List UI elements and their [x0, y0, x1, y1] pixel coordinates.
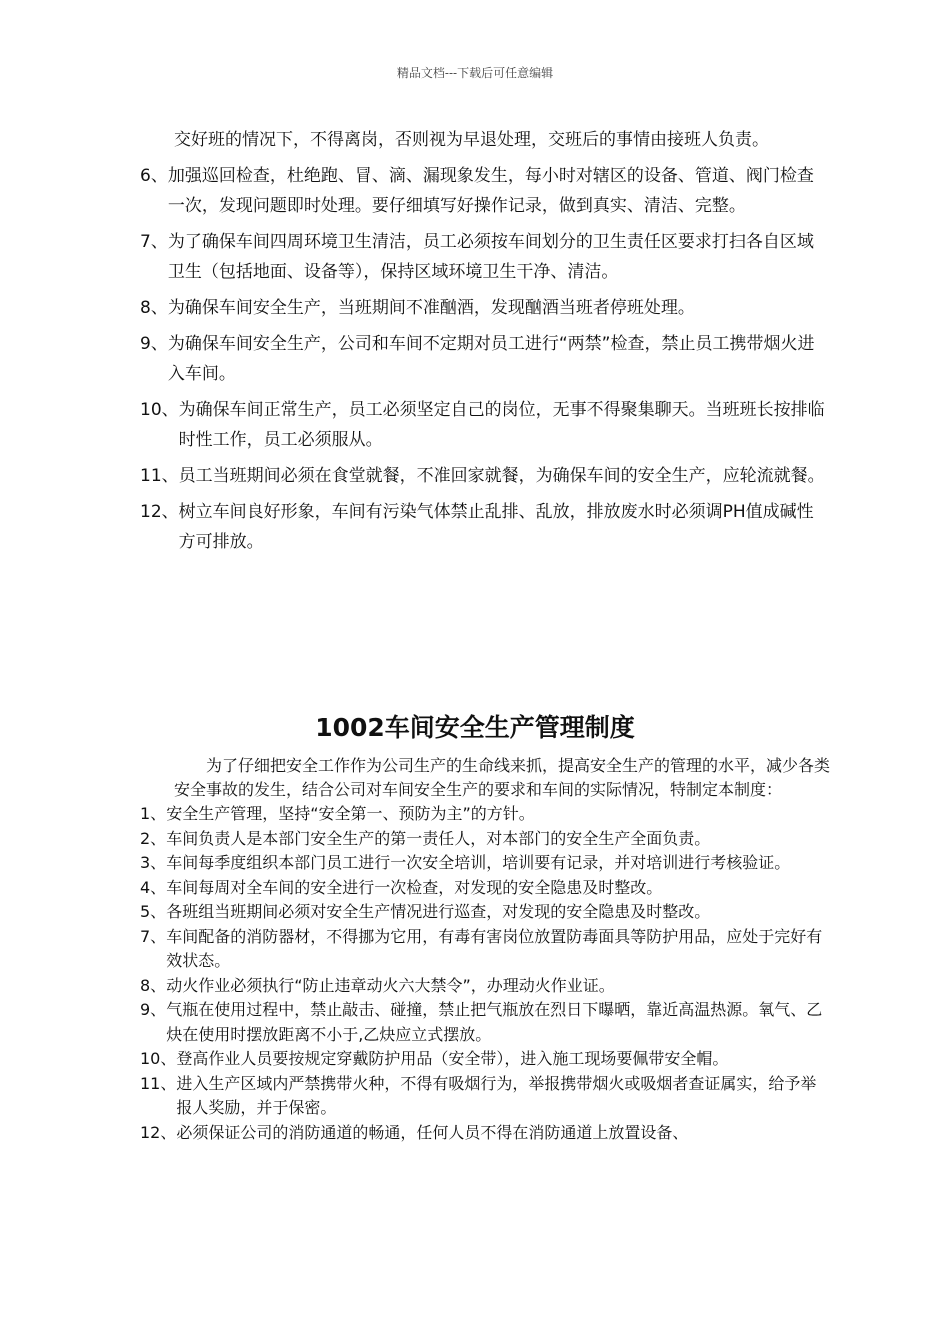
list-item	[140, 827, 830, 852]
list-item	[140, 329, 830, 389]
item-number: 11、	[140, 1073, 177, 1093]
list-item	[140, 1072, 830, 1121]
list-item	[140, 227, 830, 287]
item-number: 9、	[140, 1000, 167, 1019]
list-item	[140, 395, 830, 455]
item-number: 12、	[140, 502, 179, 522]
list-item	[140, 161, 830, 221]
list-item	[140, 461, 830, 491]
item-text: 加强巡回检查，杜绝跑、冒、滴、漏现象发生，每小时对辖区的设备、管道、阀门检查一次，发现问题即时处理。要仔细填写好操作记录，做到真实、清洁、完整。	[167, 166, 814, 216]
item-text: 为了确保车间四周环境卫生清洁，员工必须按车间划分的卫生责任区要求打扫各自区域卫生（包括地面、设备等），保持区域环境卫生干净、清洁。	[167, 232, 814, 282]
rules-section-2	[140, 754, 830, 1145]
item-text: 车间每季度组织本部门员工进行一次安全培训，培训要有记录，并对培训进行考核验证。	[166, 853, 791, 872]
item-number: 9、	[140, 334, 168, 354]
item-text: 安全生产管理，坚持“安全第一、预防为主”的方针。	[166, 804, 535, 823]
item-text: 为确保车间安全生产，当班期间不准酗酒，发现酗酒当班者停班处理。	[167, 298, 695, 318]
item-text: 进入生产区域内严禁携带火种，不得有吸烟行为，举报携带烟火或吸烟者查证属实，给予举报人奖励，并于保密。	[176, 1073, 817, 1117]
item-number: 4、	[140, 877, 167, 897]
item-number: 5、	[140, 902, 167, 921]
item-number: 8、	[140, 975, 167, 995]
item-number: 10、	[140, 400, 179, 420]
item-text: 车间负责人是本部门安全生产的第一责任人，对本部门的安全生产全面负责。	[166, 828, 711, 848]
item-number: 3、	[140, 853, 167, 872]
item-text: 各班组当班期间必须对安全生产情况进行巡查，对发现的安全隐患及时整改。	[166, 902, 711, 921]
item-text: 气瓶在使用过程中，禁止敲击、碰撞，禁止把气瓶放在烈日下曝晒，靠近高温热源。氧气、乙炔在使用时摆放距离不小于,乙炔应立式摆放。	[166, 1000, 823, 1044]
section-title: 1002车间安全生产管理制度	[315, 713, 635, 742]
item-text: 登高作业人员要按规定穿戴防护用品（安全带），进入施工现场要佩带安全帽。	[176, 1049, 729, 1068]
item-text: 车间每周对全车间的安全进行一次检查，对发现的安全隐患及时整改。	[166, 877, 663, 897]
list-item	[140, 1121, 830, 1146]
list-item	[140, 497, 830, 557]
item-number: 6、	[140, 166, 168, 186]
item-number: 8、	[140, 298, 168, 318]
list-item	[140, 1047, 830, 1072]
list-item	[140, 900, 830, 925]
item-text: 员工当班期间必须在食堂就餐，不准回家就餐，为确保车间的安全生产，应轮流就餐。	[178, 466, 825, 486]
item-number: 7、	[140, 926, 167, 946]
item-number: 10、	[140, 1049, 177, 1068]
item-text: 为确保车间安全生产，公司和车间不定期对员工进行“两禁”检查，禁止员工携带烟火进入车间。	[167, 334, 815, 384]
page-header: 精品文档---下载后可任意编辑	[396, 66, 554, 80]
item-text: 车间配备的消防器材，不得挪为它用，有毒有害岗位放置防毒面具等防护用品，应处于完好有效状态。	[166, 926, 823, 970]
item-number: 7、	[140, 232, 168, 252]
item-text: 必须保证公司的消防通道的畅通，任何人员不得在消防通道上放置设备、	[176, 1122, 689, 1142]
list-item	[140, 876, 830, 901]
list-item	[140, 293, 830, 323]
item-number: 2、	[140, 828, 167, 848]
intro-paragraph: 为了仔细把安全工作作为公司生产的生命线来抓，提高安全生产的管理的水平，减少各类安全事故的发生，结合公司对车间安全生产的要求和车间的实际情况，特制定本制度：	[174, 756, 831, 799]
item-number: 12、	[140, 1122, 177, 1142]
item-number: 11、	[140, 466, 179, 486]
list-item	[140, 974, 830, 999]
item-number: 1、	[140, 804, 167, 823]
list-item	[140, 925, 830, 974]
item-text: 动火作业必须执行“防止违章动火六大禁令”，办理动火作业证。	[166, 975, 615, 995]
list-item	[140, 802, 830, 827]
list-item	[140, 851, 830, 876]
list-item	[140, 998, 830, 1047]
continuation-paragraph: 交好班的情况下，不得离岗，否则视为早退处理，交班后的事情由接班人负责。	[174, 130, 769, 150]
item-text: 树立车间良好形象，车间有污染气体禁止乱排、乱放，排放废水时必须调PH值成碱性方可排放。	[178, 502, 814, 552]
item-text: 为确保车间正常生产，员工必须坚定自己的岗位，无事不得聚集聊天。当班班长按排临时性工作，员工必须服从。	[178, 400, 825, 450]
rules-section-1	[140, 125, 830, 563]
